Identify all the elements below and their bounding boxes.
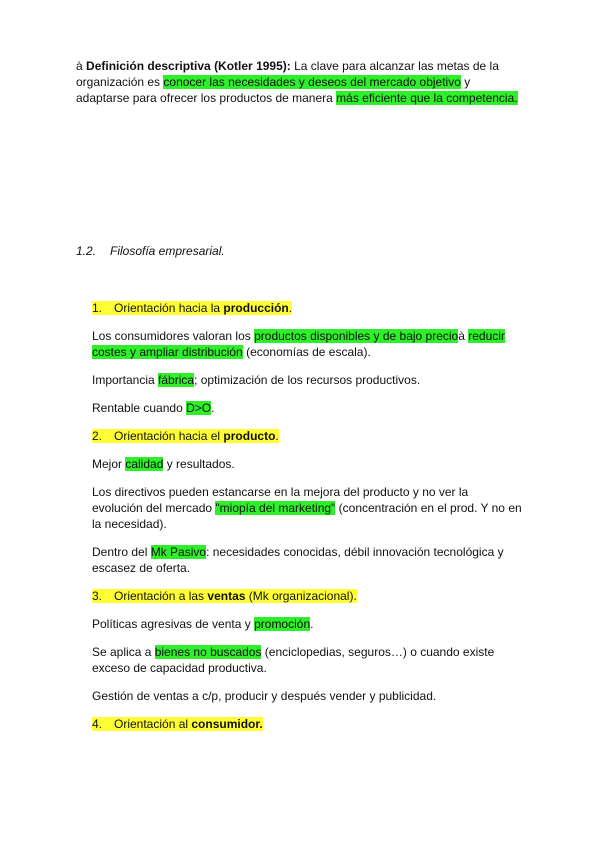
highlight: reducir costes y ampliar distribución [92, 329, 505, 359]
item-number: 2. [92, 429, 103, 443]
intro-paragraph [76, 58, 526, 106]
item-text: Orientación hacia el [114, 429, 224, 443]
highlight: "miopía del marketing" [215, 501, 336, 515]
list-item-sales [92, 588, 522, 604]
list-item-product [92, 428, 522, 444]
text: Políticas agresivas de venta y [92, 617, 255, 631]
paragraph [92, 484, 522, 532]
arrow-marker: à [76, 59, 83, 73]
definition-title: Definición descriptiva (Kotler 1995): [86, 59, 291, 73]
section-number: 1.2. [76, 244, 97, 258]
highlight: productos disponibles y de bajo precio [254, 329, 459, 343]
list-item-production [92, 300, 522, 316]
item-number: 1. [92, 301, 103, 315]
text: Los consumidores valoran los [92, 329, 255, 343]
paragraph [92, 688, 522, 704]
paragraph [92, 400, 522, 416]
list-item-consumer [92, 716, 522, 732]
item-bold: producción [223, 301, 289, 315]
highlight: calidad [125, 457, 164, 471]
item-tail: . [275, 429, 279, 443]
text: Gestión de ventas a c/p, producir y después vender y publicidad. [92, 689, 437, 703]
item-tail: (Mk organizacional). [245, 589, 357, 603]
text: Mejor [92, 457, 126, 471]
text: (enciclopedias, seguros…) o cuando existe exceso de capacidad productiva. [92, 645, 495, 675]
item-bold: consumidor. [191, 717, 263, 731]
text: Rentable cuando [92, 401, 187, 415]
item-text: Orientación a las [114, 589, 208, 603]
text: (economías de escala). [242, 345, 371, 359]
text: y resultados. [163, 457, 235, 471]
text: à [458, 329, 469, 343]
paragraph [92, 456, 522, 472]
text: Se aplica a [92, 645, 155, 659]
item-number: 4. [92, 717, 103, 731]
item-bold: producto [223, 429, 276, 443]
item-text: Orientación al [114, 717, 192, 731]
highlight: bienes no buscados [154, 645, 262, 659]
text: (concentración en el prod. Y no en la necesidad). [92, 501, 522, 531]
highlight: fábrica [158, 373, 195, 387]
paragraph [92, 544, 522, 576]
item-bold: ventas [207, 589, 246, 603]
text: Dentro del [92, 545, 151, 559]
highlight: conocer las necesidades y deseos del mercado objetivo [163, 75, 461, 89]
text: . [211, 401, 215, 415]
text: Los directivos pueden estancarse en la mejora del producto y no ver la evolución del mercado [92, 485, 469, 515]
item-text: Orientación hacia la [114, 301, 224, 315]
paragraph [92, 616, 522, 632]
section-title: Filosofía empresarial. [110, 244, 225, 258]
text: ; optimización de los recursos productivos. [194, 373, 421, 387]
highlight: más eficiente que la competencia. [336, 91, 518, 105]
paragraph [92, 328, 522, 360]
item-tail: . [288, 301, 293, 315]
section-heading [76, 244, 225, 258]
paragraph [92, 644, 522, 676]
highlight: promoción [254, 617, 311, 631]
intro-text: La clave para alcanzar las metas de la organización es [76, 59, 499, 89]
item-number: 3. [92, 589, 103, 603]
text: . [310, 617, 314, 631]
intro-text: y adaptarse para ofrecer los productos de manera [76, 75, 471, 105]
highlight: Mk Pasivo [150, 545, 207, 559]
text: : necesidades conocidas, débil innovación tecnológica y escasez de oferta. [92, 545, 504, 575]
paragraph [92, 372, 522, 388]
highlight: D>O [186, 401, 212, 415]
text: Importancia [92, 373, 159, 387]
